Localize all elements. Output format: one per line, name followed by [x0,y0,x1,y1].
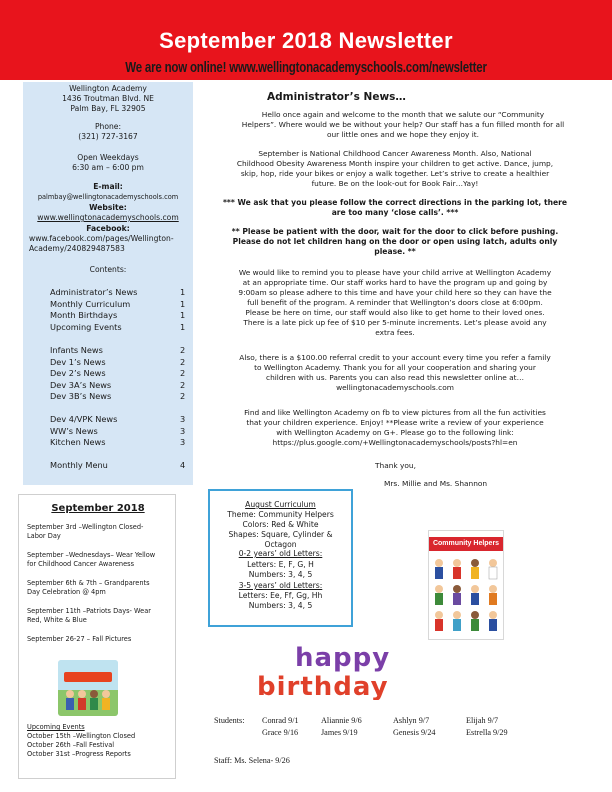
students-label: Students: [214,716,245,725]
upcoming-item: October 31st –Progress Reports [27,750,131,758]
happy-text: happy [295,643,391,673]
september-calendar-box [18,494,176,779]
upcoming-item: October 15th –Wellington Closed [27,732,136,740]
birthday-text: birthday [257,672,389,700]
student-birthday: James 9/19 [321,728,358,737]
toc-item[interactable]: Dev 2’s News 2 [50,368,186,378]
referral-paragraph: Also, there is a $100.00 referral credit to your account every time you refer a family to Wellington Academy. Thank you for all your cooperation and sharing your children with us. Parents you can also read this newsletter online at… wellingtonacademyschools.com [198,353,592,393]
newsletter-header [0,0,612,80]
student-birthday: Grace 9/16 [262,728,299,737]
calendar-item: September 26-27 – Fall Pictures [27,635,132,643]
calendar-item: September 6th & 7th – Grandparents [27,579,150,587]
curriculum-title: August Curriculum [245,500,316,509]
older-numbers: Numbers: 3, 4, 5 [248,601,313,610]
parking-notice: *** We ask that you please follow the correct directions in the parking lot, there are too many ‘close calls’. *** [222,198,568,217]
community-helpers-label: Community Helpers [429,537,503,551]
toc-item[interactable]: Monthly Menu 4 [50,460,186,470]
thank-you-line: Thank you, [375,461,416,470]
toc-item[interactable]: Dev 4/VPK News 3 [50,414,186,424]
calendar-item: Labor Day [27,532,61,540]
facebook-review-paragraph: Find and like Wellington Academy on fb to view pictures from all the fun activities that your children experience. Enjoy! **Please write a review of your experience with Wellington Academy on G+. Please go to the following link: https://plus.google.com/+Wellingtonacademyschools/posts?hl=en [198,408,592,448]
toc-item[interactable]: WW’s News 3 [50,425,186,436]
newsletter-title: September 2018 Newsletter [159,28,453,53]
student-birthday: Estrella 9/29 [466,728,508,737]
facebook-link-line-1[interactable]: www.facebook.com/pages/Wellington- [29,234,174,243]
phone-number: (321) 727-3167 [78,132,138,141]
upcoming-item: October 26th –Fall Festival [27,741,115,749]
google-plus-link[interactable]: https://plus.google.com/+Wellingtonacademyschools/posts?hl=en [272,438,518,447]
calendar-item: September 11th –Patriots Days- Wear [27,607,151,615]
calendar-item: September –Wednesdays– Wear Yellow [27,551,156,559]
newsletter-online-link[interactable]: We are now online! www.wellingtonacademyschools.com/newsletter [125,60,487,76]
hours-value: 6:30 am – 6:00 pm [72,163,144,172]
older-letters-label: 3-5 years’ old Letters: [238,581,323,590]
website-label: Website: [89,203,127,212]
infant-letters: Letters: E, F, G, H [247,560,314,569]
upcoming-events-label: Upcoming Events [27,723,85,731]
student-birthday: Aliannie 9/6 [321,716,362,725]
student-birthday: Genesis 9/24 [393,728,436,737]
happy-birthday-graphic [255,640,441,700]
curriculum-box [208,489,353,627]
community-helpers-poster [428,530,504,640]
toc-item[interactable]: Upcoming Events 1 [50,321,186,332]
curriculum-theme: Theme: Community Helpers [227,510,334,519]
older-letters: Letters: Ee, Ff, Gg, Hh [238,591,323,600]
student-birthday: Ashlyn 9/7 [393,716,430,725]
facebook-link-line-2[interactable]: Academy/240829487583 [29,244,125,253]
calendar-item: September 3rd –Wellington Closed- [27,523,144,531]
student-birthday: Conrad 9/1 [262,716,299,725]
administrators-news-title: Administrator’s News… [267,91,406,103]
email-link[interactable]: palmbay@wellingtonacademyschools.com [37,193,179,201]
toc-item[interactable]: Dev 1’s News 2 [50,356,186,367]
community-helpers-clipart [58,660,118,716]
staff-birthday: Staff: Ms. Selena- 9/26 [214,756,290,765]
website-link[interactable]: www.wellingtonacademyschools.com [37,213,179,222]
infant-numbers: Numbers: 3, 4, 5 [248,570,313,579]
calendar-item: Day Celebration @ 4pm [27,588,106,596]
school-name: Wellington Academy [69,84,147,93]
arrival-reminder-paragraph: We would like to remind you to please have your child arrive at Wellington Academy at an appropriate time. Our staff works hard to have the program up and going by 9:00am so please adhere to this time and have your child here so they can have the full benefit of the program. A reminder that Wellington’s doors close at 6:00pm. Please be here on time, our staff would also like to get home to their loved ones. There is a late pick up fee of $10 per 5-minute increments. Let’s please avoid any extra fees. [238,268,552,337]
toc-item[interactable]: Infants News 2 [50,345,186,355]
student-birthday: Elijah 9/7 [466,716,499,725]
toc-item[interactable]: Month Birthdays 1 [50,310,186,320]
curriculum-colors: Colors: Red & White [242,520,319,529]
email-label: E-mail: [93,182,123,191]
calendar-item: Red, White & Blue [27,616,87,624]
toc-item[interactable]: Dev 3A’s News 2 [50,379,186,390]
curriculum-shapes-cont: Octagon [264,539,297,549]
calendar-title: September 2018 [51,503,145,514]
phone-label: Phone: [94,122,122,131]
welcome-paragraph: Hello once again and welcome to the month that we salute our “Community Helpers”. Where would we be without your help? Our staff has a fun filled month for all our little ones and we hope they enjoy it. [241,110,565,139]
toc-item[interactable]: Monthly Curriculum 1 [50,298,186,309]
contact-sidebar [23,82,193,485]
signature-line: Mrs. Millie and Ms. Shannon [384,479,488,488]
hours-label: Open Weekdays [77,153,139,162]
contents-label: Contents: [89,265,127,274]
toc-item[interactable]: Kitchen News 3 [50,437,186,447]
awareness-paragraph: September is National Childhood Cancer Awareness Month. Also, National Childhood Obesity Awareness Month inspire your children to get active. Dance, jump, skip, hop, ride your bikes or enjoy a walk together. Let’s strive to create a healthier future. Be on the look-out for Book Fair…Yay! [236,149,554,188]
toc-item[interactable]: Administrator’s News 1 [50,287,186,297]
curriculum-shapes: Shapes: Square, Cylinder & [228,530,333,539]
facebook-label: Facebook: [86,224,130,233]
calendar-item: for Childhood Cancer Awareness [27,560,135,568]
door-notice: ** Please be patient with the door, wait for the door to click before pushing. Please do not let children hang on the door or open using latch, adults only please. ** [231,227,559,256]
address-line-2: Palm Bay, FL 32905 [70,104,146,113]
infant-letters-label: 0-2 years’ old Letters: [238,549,323,558]
toc-item[interactable]: Dev 3B’s News 2 [50,391,186,401]
address-line-1: 1436 Troutman Blvd. NE [62,94,154,103]
website-link-inline[interactable]: wellingtonacademyschools.com [336,383,454,392]
